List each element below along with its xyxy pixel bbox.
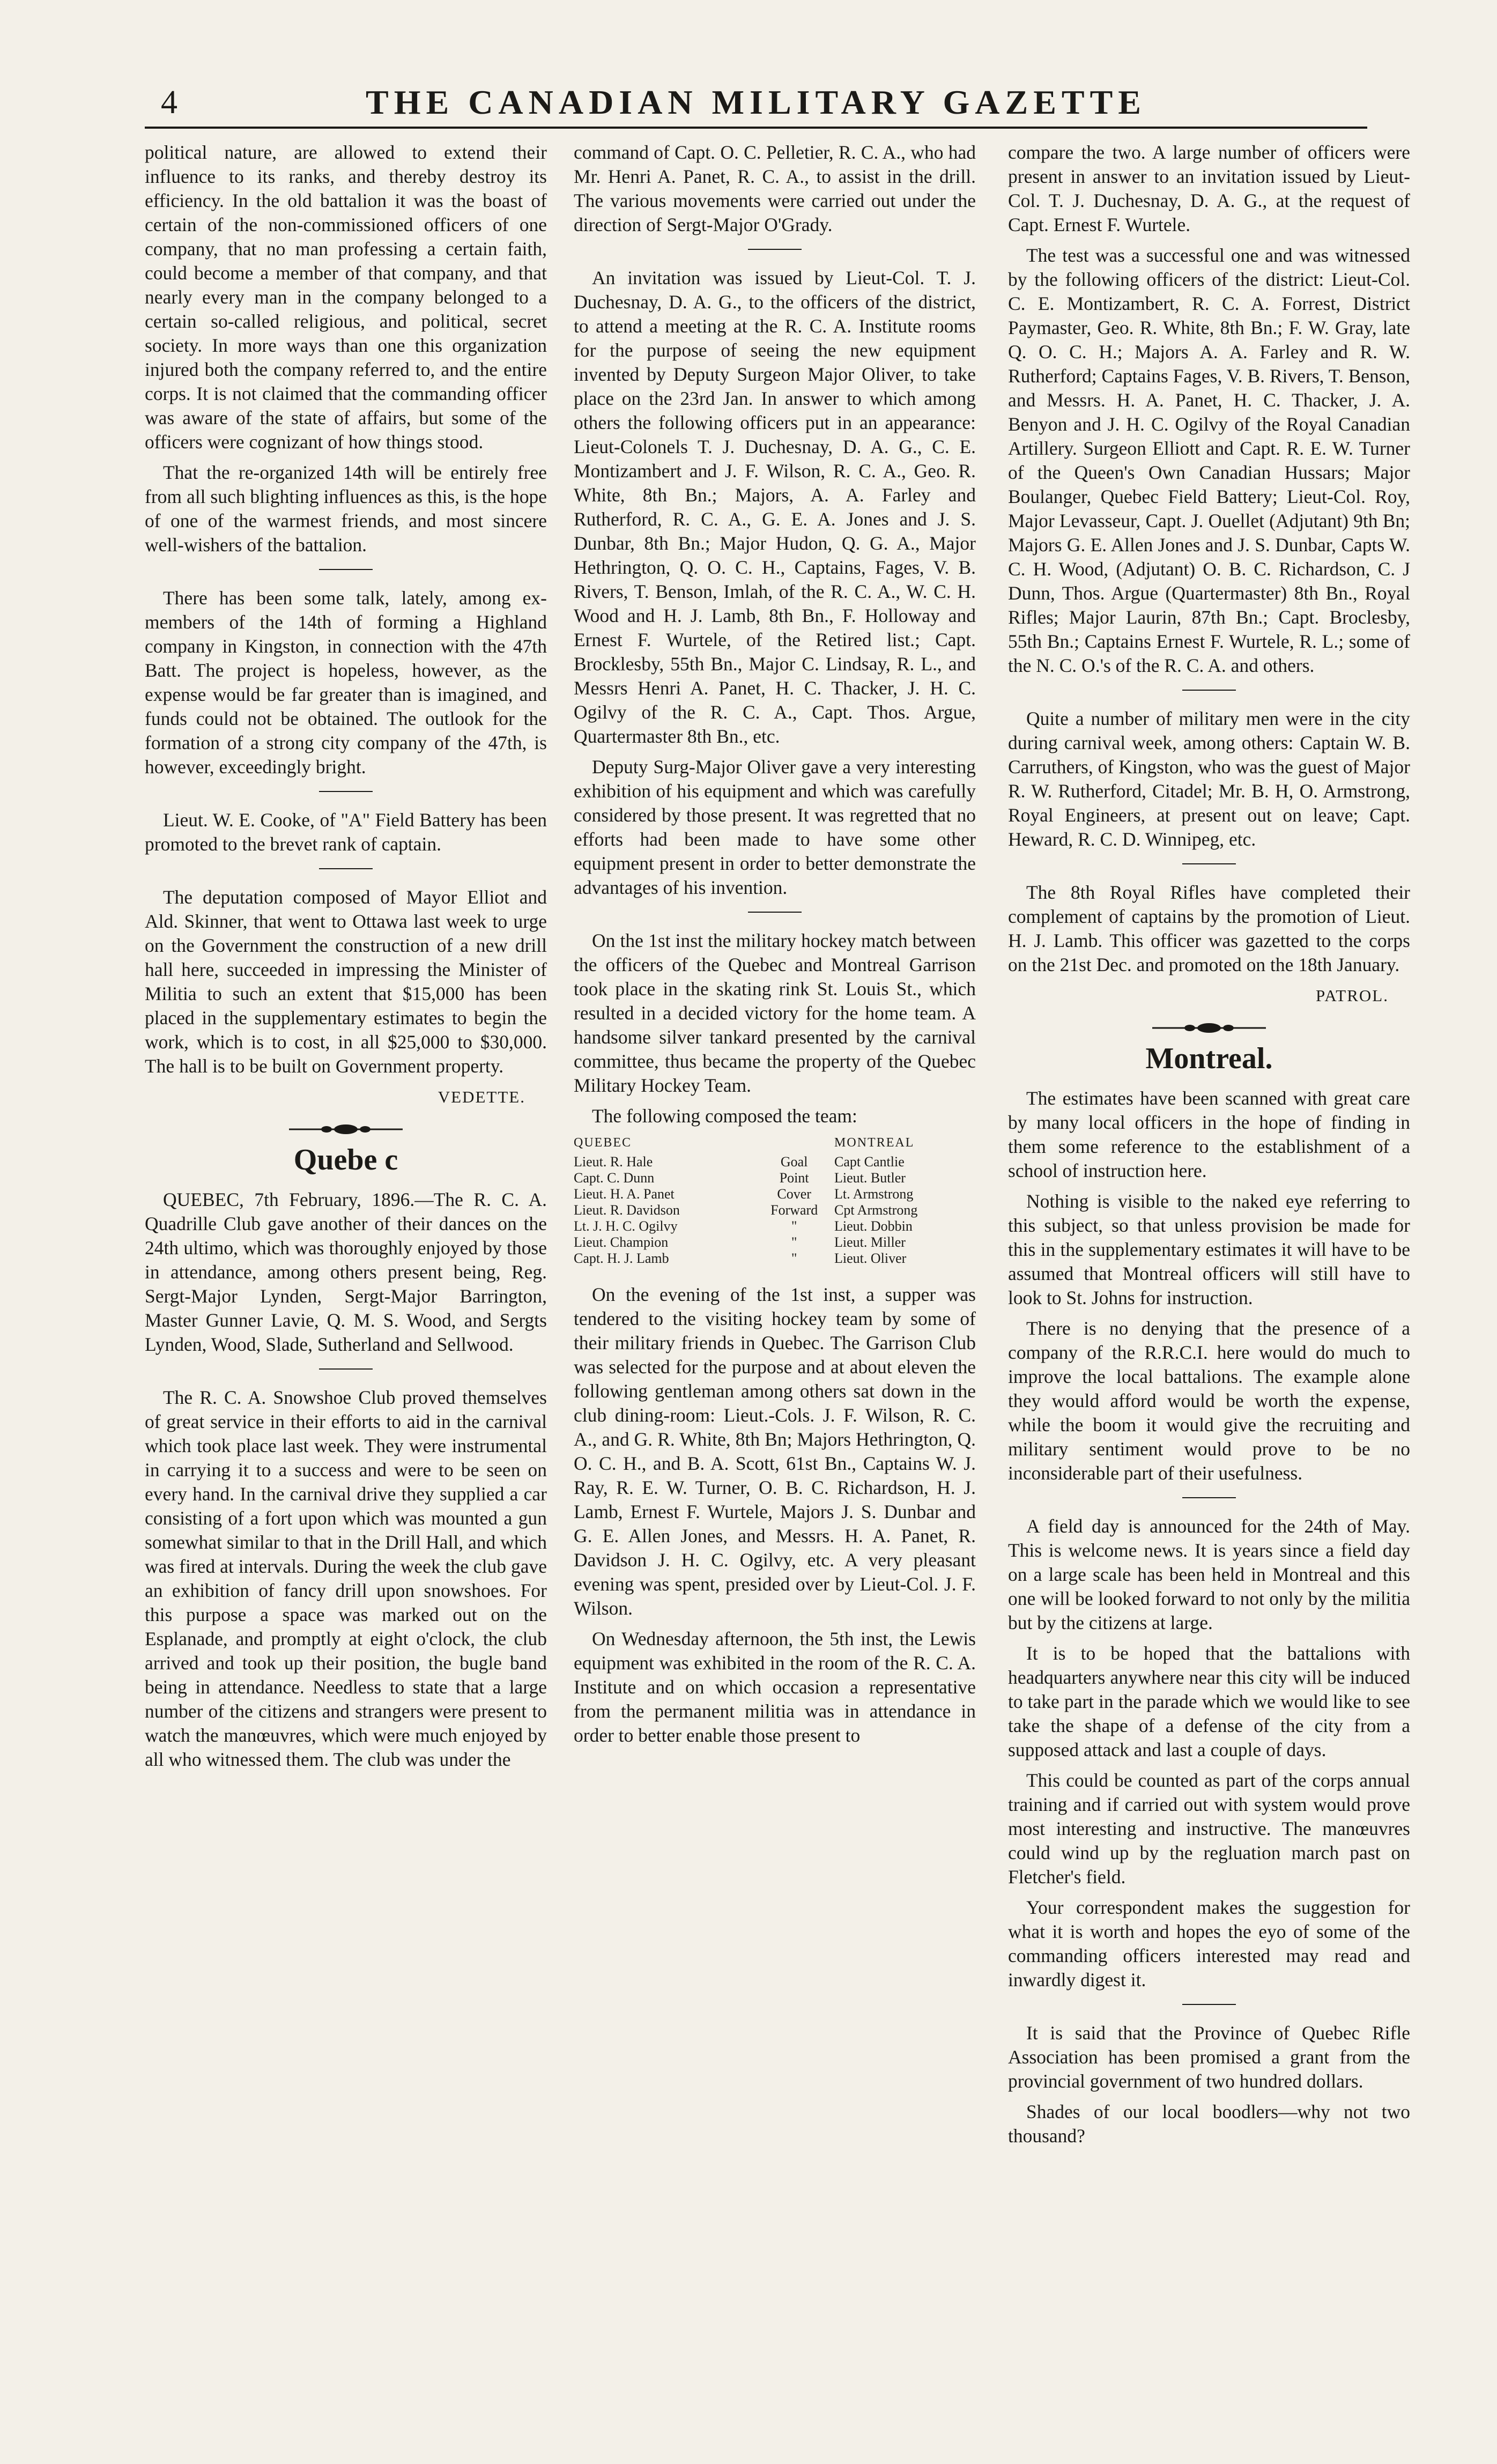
montreal-player: Lt. Armstrong [834, 1186, 914, 1202]
player-position: " [791, 1218, 797, 1234]
article-paragraph: QUEBEC, 7th February, 1896.—The R. C. A. Quadrille Club gave another of their dances on the 24th ultimo, which was thoroughly enjoyed by those in attendance, among others present being, Reg. Sergt-Major Lynden, Sergt-Major Barrington, Master Gunner Lavie, Q. M. S. Wood, and Sergts Lynden, Wood, Slade, Sutherland and Sellwood. [145, 1189, 547, 1355]
article-paragraph: This could be counted as part of the corps annual training and if carried out with system would prove most interesting and instructive. The manœuvres could wind up by the regluation march past on Fletcher's field. [1008, 1770, 1410, 1888]
article-paragraph: That the re-organized 14th will be entirely free from all such blighting influences as this, is the hope of one of the warmest friends, and most sincere well-wishers of the battalion. [145, 462, 547, 556]
quebec-player: Lieut. H. A. Panet [574, 1186, 675, 1202]
masthead-title: THE CANADIAN MILITARY GAZETTE [366, 83, 1146, 121]
article-paragraph: On Wednesday afternoon, the 5th inst, the Lewis equipment was exhibited in the room of the R. C. A. Institute and on which occasion a representative from the permanent militia was in attendance in order to better enable those present to [574, 1628, 976, 1746]
article-paragraph: The R. C. A. Snowshoe Club proved themselves of great service in their efforts to aid in the carnival which took place last week. They were instrumental in carrying it to a success and were to be seen on every hand. In the carnival drive they supplied a car consisting of a fort upon which was mounted a gun somewhat similar to that in the Drill Hall, and which was fired at intervals. During the week the club gave an exhibition of fancy drill upon snowshoes. For this purpose a space was marked out on the Esplanade, and promptly at eight o'clock, the club arrived and took up their position, the bugle band being in attendance. Needless to state that a large number of the citizens and strangers were present to watch the manœuvres, which were much enjoyed by all who witnessed them. The club was under the [145, 1387, 547, 1770]
table-row [574, 1154, 976, 1170]
section-title-montreal: Montreal. [1145, 1042, 1273, 1075]
player-position: " [791, 1234, 797, 1250]
author-signature: PATROL. [1315, 986, 1389, 1005]
quebec-player: Capt. C. Dunn [574, 1170, 655, 1186]
table-row [574, 1234, 976, 1251]
article-paragraph: command of Capt. O. C. Pelletier, R. C. A., who had Mr. Henri A. Panet, R. C. A., to assist in the drill. The various movements were carried out under the direction of Sergt-Major O'Grady. [574, 142, 976, 235]
quebec-player: Lieut. Champion [574, 1234, 669, 1250]
column-2 [574, 140, 976, 2430]
column-separator [319, 868, 373, 869]
player-position: Forward [770, 1202, 818, 1218]
montreal-player: Cpt Armstrong [834, 1202, 918, 1218]
montreal-player: Lieut. Dobbin [834, 1218, 913, 1234]
player-position: " [791, 1251, 797, 1266]
article-paragraph: Your correspondent makes the suggestion for what it is worth and hopes the eyo of some of the commanding officers interested may read and inwardly digest it. [1008, 1897, 1410, 1991]
article-paragraph: Lieut. W. E. Cooke, of "A" Field Battery has been promoted to the brevet rank of captain. [145, 809, 547, 855]
article-paragraph: Shades of our local boodlers—why not two thousand? [1008, 2101, 1410, 2147]
column-separator [1182, 2004, 1236, 2005]
ornament-divider [145, 1123, 547, 1138]
column-1 [145, 140, 547, 2430]
team-header-quebec: QUEBEC [574, 1136, 632, 1150]
article-paragraph: On the evening of the 1st inst, a supper was tendered to the visiting hockey team by some of their military friends in Quebec. The Garrison Club was selected for the purpose and at about eleven the following gentleman among others sat down in the club dining-room: Lieut.-Cols. J. F. Wilson, R. C. A., and G. R. White, 8th Bn; Majors Hethrington, Q. O. C. H., and B. A. Scott, 61st Bn., Captains W. J. Ray, R. E. W. Turner, O. B. C. Richardson, H. J. Lamb, Ernest F. Wurtele, Majors J. S. Dunbar and G. E. Allen Jones, and Messrs. H. A. Panet, R. Davidson J. H. C. Ogilvy, etc. A very pleasant evening was spent, presided over by Lieut-Col. J. F. Wilson. [574, 1284, 976, 1619]
article-paragraph: Quite a number of military men were in the city during carnival week, among others: Captain W. B. Carruthers, of Kingston, who was the guest of Major R. W. Rutherford, Citadel; Mr. B. H, O. Armstrong, Royal Engineers, at present out on leave; Capt. Heward, R. C. D. Winnipeg, etc. [1008, 708, 1410, 850]
article-paragraph: An invitation was issued by Lieut-Col. T. J. Duchesnay, D. A. G., to the officers of the district, to attend a meeting at the R. C. A. Institute rooms for the purpose of seeing the new equipment invented by Deputy Surgeon Major Oliver, to take place on the 23rd Jan. In answer to which among others the following officers put in an appearance: Lieut-Colonels T. J. Duchesnay, D. A. G., C. E. Montizambert and J. F. Wilson, R. C. A., Geo. R. White, 8th Bn.; Majors, A. A. Farley and Rutherford, R. C. A., G. E. A. Jones and J. S. Dunbar, 8th Bn.; Major Hudon, Q. G. A., Major Hethrington, Q. O. C. H., Captains, Fages, V. B. Rivers, T. Benson, Imlah, of the R. C. A., W. C. H. Wood and H. J. Lamb, 8th Bn., F. Holloway and Ernest F. Wurtele, of the Retired list.; Capt. Brocklesby, 55th Bn., Major C. Lindsay, R. L., and Messrs Henri A. Panet, H. C. Thacker, J. H. C. Ogilvy of the R. C. A., Capt. Thos. Argue, Quartermaster 8th Bn., etc. [574, 267, 976, 747]
header-rule [145, 127, 1367, 129]
section-title-quebec: Quebe c [293, 1143, 398, 1176]
column-separator [319, 569, 373, 570]
page-header [145, 80, 1367, 124]
article-paragraph: political nature, are allowed to extend their influence to its ranks, and thereby destroy its efficiency. In the old battalion it was the boast of certain of the non-commissioned officers of one company, that no man professing a certain faith, could become a member of that company, and that nearly every man in the company belonged to a certain so-called religious, and political, secret society. In more ways than one this organization injured both the company referred to, and the entire corps. It is not claimed that the commanding officer was aware of the state of affairs, but some of the officers were cognizant of how things stood. [145, 142, 547, 453]
table-row [574, 1186, 976, 1202]
page-number: 4 [161, 84, 177, 121]
article-paragraph: The estimates have been scanned with great care by many local officers in the hope of finding in them some reference to the establishment of a school of instruction here. [1008, 1087, 1410, 1181]
article-paragraph: On the 1st inst the military hockey match between the officers of the Quebec and Montreal Garrison took place in the skating rink St. Louis St., which resulted in a decided victory for the home team. A handsome silver tankard presented by the carnival committee, thus became the property of the Quebec Military Hockey Team. [574, 930, 976, 1096]
column-separator [1182, 690, 1236, 691]
montreal-player: Lieut. Miller [834, 1234, 906, 1250]
article-paragraph: The test was a successful one and was witnessed by the following officers of the district: Lieut-Col. C. E. Montizambert, R. C. A. Forrest, District Paymaster, Geo. R. White, 8th Bn.; F. W. Gray, late Q. O. C. H.; Majors A. A. Farley and R. W. Rutherford; Captains Fages, V. B. Rivers, T. Benson, and Messrs. H. A. Panet, H. C. Thacker, J. A. Benyon and J. H. C. Ogilvy of the Royal Canadian Artillery. Surgeon Elliott and Capt. R. E. W. Turner of the Queen's Own Canadian Hussars; Major Boulanger, Quebec Field Battery; Lieut-Col. Roy, Major Levasseur, Capt. J. Ouellet (Adjutant) 9th Bn; Majors G. E. Allen Jones and J. S. Dunbar, Capts W. C. H. Wood, (Adjutant) O. B. C. Richardson, C. J Dunn, Thos. Argue (Quartermaster) 8th Bn., Royal Rifles; Major Laurin, 87th Bn.; Capt. Broclesby, 55th Bn.; Captains Ernest F. Wurtele, R. L.; some of the N. C. O.'s of the R. C. A. and others. [1008, 245, 1410, 676]
article-paragraph: There is no denying that the presence of a company of the R.R.C.I. here would do much to improve the local battalions. The example alone they would afford would be worth the expense, while the boom it would give the recruiting and military sentiment would prove to be no inconsiderable part of their usefulness. [1008, 1318, 1410, 1484]
article-paragraph: Deputy Surg-Major Oliver gave a very interesting exhibition of his equipment and which was carefully considered by those present. It was regretted that no efforts had been made to have some other equipment present in order to better demonstrate the advantages of his invention. [574, 756, 976, 898]
quebec-player: Lieut. R. Hale [574, 1154, 653, 1170]
player-position: Cover [777, 1186, 811, 1202]
article-paragraph: A field day is announced for the 24th of May. This is welcome news. It is years since a field day on a large scale has been held in Montreal and this one will be looked forward to not only by the militia but by the citizens at large. [1008, 1515, 1410, 1633]
article-paragraph: It is to be hoped that the battalions with headquarters anywhere near this city will be induced to take part in the parade which we would like to see take the shape of a defense of the city from a supposed attack and last a couple of days. [1008, 1642, 1410, 1760]
column-separator [748, 249, 802, 250]
montreal-player: Capt Cantlie [834, 1154, 905, 1170]
article-paragraph: There has been some talk, lately, among ex-members of the 14th of forming a Highland company in Kingston, in connection with the 47th Batt. The project is hopeless, however, as the expense would be far greater than is imagined, and funds could not be obtained. The outlook for the formation of a strong city company of the 47th, is however, exceedingly bright. [145, 587, 547, 778]
article-paragraph: compare the two. A large number of officers were present in answer to an invitation issued by Lieut-Col. T. J. Duchesnay, D. A. G., at the request of Capt. Ernest F. Wurtele. [1008, 142, 1410, 235]
ornament-divider [1008, 1022, 1410, 1037]
author-signature: VEDETTE. [438, 1087, 525, 1106]
column-separator [319, 1368, 373, 1370]
column-separator [748, 912, 802, 913]
quebec-player: Capt. H. J. Lamb [574, 1251, 669, 1266]
team-header-position [754, 1135, 834, 1154]
hockey-team-table [574, 1135, 976, 1267]
column-separator [1182, 1497, 1236, 1498]
column-separator [319, 791, 373, 792]
quebec-player: Lt. J. H. C. Ogilvy [574, 1218, 678, 1234]
article-paragraph: The 8th Royal Rifles have completed their complement of captains by the promotion of Lieut. H. J. Lamb. This officer was gazetted to the corps on the 21st Dec. and promoted on the 18th January. [1008, 882, 1410, 975]
quebec-player: Lieut. R. Davidson [574, 1202, 680, 1218]
article-paragraph: The following composed the team: [592, 1105, 857, 1127]
table-row [574, 1251, 976, 1267]
montreal-player: Lieut. Butler [834, 1170, 906, 1186]
player-position: Goal [780, 1154, 808, 1170]
table-row [574, 1218, 976, 1234]
article-paragraph: The deputation composed of Mayor Elliot and Ald. Skinner, that went to Ottawa last week to urge on the Government the construction of a new drill hall here, succeeded in impressing the Minister of Militia to such an extent that $15,000 has been placed in the supplementary estimates to begin the work, which is to cost, in all $25,000 to $30,000. The hall is to be built on Government property. [145, 886, 547, 1077]
article-paragraph: Nothing is visible to the naked eye referring to this subject, so that unless provision be made for this in the supplementary estimates it will have to be assumed that Montreal officers will still have to look to St. Johns for instruction. [1008, 1190, 1410, 1308]
team-header-montreal: MONTREAL [834, 1136, 915, 1150]
player-position: Point [779, 1170, 809, 1186]
table-row [574, 1170, 976, 1186]
column-3 [1008, 140, 1410, 2430]
column-separator [1182, 863, 1236, 864]
montreal-player: Lieut. Oliver [834, 1251, 907, 1266]
article-paragraph: It is said that the Province of Quebec Rifle Association has been promised a grant from the provincial government of two hundred dollars. [1008, 2022, 1410, 2092]
table-row [574, 1202, 976, 1218]
